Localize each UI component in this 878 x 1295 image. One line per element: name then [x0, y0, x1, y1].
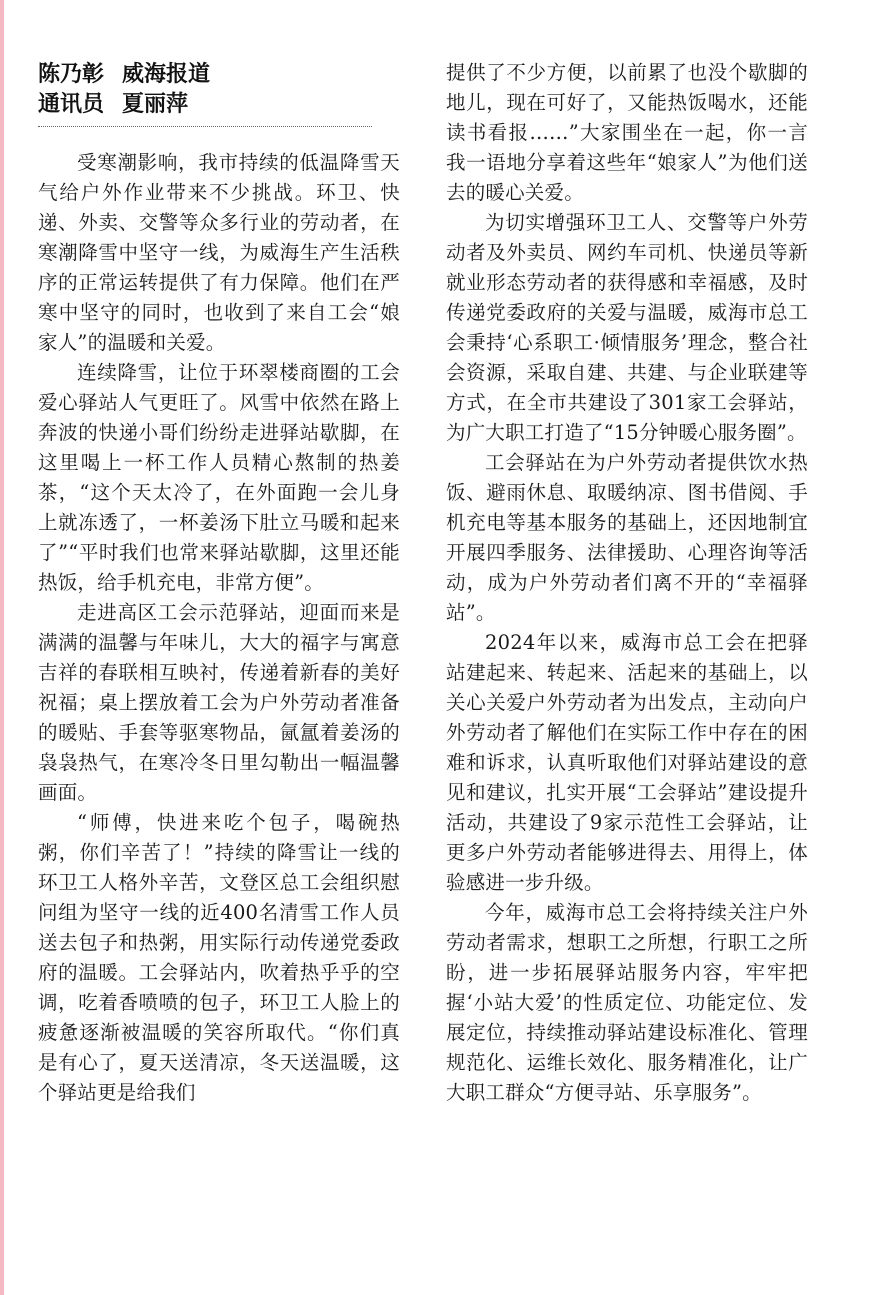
article-paragraph: 走进高区工会示范驿站，迎面而来是满满的温馨与年味儿，大大的福字与寓意吉祥的春联相互映衬，传递着新春的美好祝福；桌上摆放着工会为户外劳动者准备的暖贴、手套等驱寒物品，氤氲着姜汤的袅袅热气，在寒冷冬日里勾勒出一幅温馨画面。 — [38, 601, 400, 804]
page-edge-stripe — [0, 0, 4, 1295]
byline — [38, 60, 378, 120]
article-paragraph: “师傅，快进来吃个包子，喝碗热粥，你们辛苦了！”持续的降雪让一线的环卫工人格外辛苦，文登区总工会组织慰问组为坚守一线的近400名清雪工作人员送去包子和热粥，用实际行动传递党委政府的温暖。工会驿站内，吹着热乎乎的空调，吃着香喷喷的包子，环卫工人脸上的疲惫逐渐被温暖的笑容所取代。“你们真是有心了，夏天送清凉，冬天送温暖，这个驿站更是给我们 — [38, 811, 400, 1104]
article-paragraph: 受寒潮影响，我市持续的低温降雪天气给户外作业带来不少挑战。环卫、快递、外卖、交警等众多行业的劳动者，在寒潮降雪中坚守一线，为威海生产生活秩序的正常运转提供了有力保障。他们在严寒中坚守的同时，也收到了来自工会“娘家人”的温暖和关爱。 — [38, 151, 400, 354]
article-paragraph: 工会驿站在为户外劳动者提供饮水热饭、避雨休息、取暖纳凉、图书借阅、手机充电等基本服务的基础上，还因地制宜开展四季服务、法律援助、心理咨询等活动，成为户外劳动者们离不开的“幸福驿站”。 — [446, 451, 808, 624]
article-left-column — [38, 148, 400, 1108]
article-paragraph: 今年，威海市总工会将持续关注户外劳动者需求，想职工之所想，行职工之所盼，进一步拓展驿站服务内容，牢牢把握‘小站大爱’的性质定位、功能定位、发展定位，持续推动驿站建设标准化、管理规范化、运维长效化、服务精准化，让广大职工群众“方便寻站、乐享服务”。 — [446, 901, 808, 1104]
reporter-role: 威海报道 — [122, 62, 211, 87]
article-paragraph-continued: 提供了不少方便，以前累了也没个歇脚的地儿，现在可好了，又能热饭喝水，还能读书看报……”大家围坐在一起，你一言我一语地分享着这些年“娘家人”为他们送去的暖心关爱。 — [446, 61, 808, 204]
article-paragraph: 2024年以来，威海市总工会在把驿站建起来、转起来、活起来的基础上，以关心关爱户外劳动者为出发点，主动向户外劳动者了解他们在实际工作中存在的困难和诉求，认真听取他们对驿站建设的意见和建议，扎实开展“工会驿站”建设提升活动，共建设了9家示范性工会驿站，让更多户外劳动者能够进得去、用得上，体验感进一步升级。 — [446, 631, 808, 894]
byline-reporter-line — [38, 60, 378, 90]
article-right-column — [446, 58, 808, 1108]
correspondent-name: 夏丽萍 — [122, 92, 189, 117]
byline-correspondent-line — [38, 90, 378, 120]
reporter-name: 陈乃彰 — [38, 62, 105, 87]
correspondent-role: 通讯员 — [38, 92, 105, 117]
article-paragraph: 为切实增强环卫工人、交警等户外劳动者及外卖员、网约车司机、快递员等新就业形态劳动者的获得感和幸福感，及时传递党委政府的关爱与温暖，威海市总工会秉持‘心系职工·倾情服务’理念，整合社会资源，采取自建、共建、与企业联建等方式，在全市共建设了301家工会驿站，为广大职工打造了“15分钟暖心服务圈”。 — [446, 211, 808, 444]
byline-divider — [38, 126, 372, 127]
article-paragraph: 连续降雪，让位于环翠楼商圈的工会爱心驿站人气更旺了。风雪中依然在路上奔波的快递小哥们纷纷走进驿站歇脚，在这里喝上一杯工作人员精心熬制的热姜茶，“这个天太冷了，在外面跑一会儿身上就冻透了，一杯姜汤下肚立马暖和起来了”“平时我们也常来驿站歇脚，这里还能热饭，给手机充电，非常方便”。 — [38, 361, 400, 594]
